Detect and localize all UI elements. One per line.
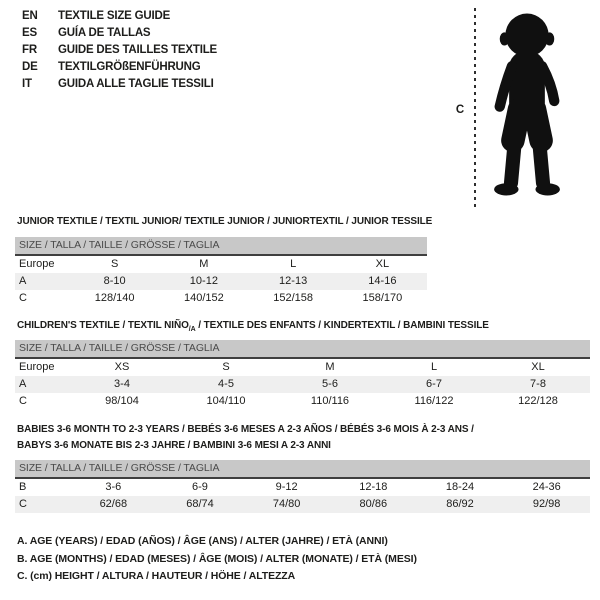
- babies-size-table: [15, 460, 590, 513]
- table-row: [15, 256, 427, 273]
- language-label: GUÍA DE TALLAS: [58, 26, 151, 39]
- language-row-fr: [22, 41, 217, 58]
- age-cell: 10-12: [189, 275, 218, 287]
- babies-title-line1: BABIES 3-6 MONTH TO 2-3 YEARS / BEBÉS 3-6 MESES A 2-3 AÑOS / BÉBÉS 3-6 MOIS À 2-3 ANS /: [17, 424, 474, 435]
- size-cell: L: [430, 361, 438, 373]
- height-cell: 110/116: [310, 395, 350, 407]
- table-row: [15, 496, 590, 513]
- height-cell: 116/122: [414, 395, 454, 407]
- height-measure-dotted-line: [474, 8, 476, 207]
- language-code: DE: [22, 61, 38, 74]
- size-cell: M: [325, 361, 335, 373]
- age-cell: 3-6: [105, 481, 122, 493]
- language-row-de: [22, 59, 217, 76]
- babies-table-title: [17, 422, 577, 454]
- height-cell: 122/128: [518, 395, 558, 407]
- row-label: C: [19, 498, 27, 510]
- size-cell: L: [290, 258, 297, 270]
- table-row: [15, 479, 590, 496]
- language-label: GUIDA ALLE TAGLIE TESSILI: [58, 78, 214, 91]
- age-cell: 6-7: [426, 378, 442, 390]
- language-code: FR: [22, 43, 37, 56]
- height-cell: 92/98: [532, 498, 561, 510]
- children-title-prefix: CHILDREN'S TEXTILE / TEXTIL NIÑO: [17, 320, 189, 331]
- baby-silhouette-icon: [480, 8, 574, 209]
- language-code: ES: [22, 26, 37, 39]
- row-label: C: [19, 395, 27, 407]
- size-header-bar: SIZE / TALLA / TAILLE / GRÖSSE / TAGLIA: [15, 340, 590, 359]
- height-measure-label: C: [455, 104, 465, 116]
- height-cell: 152/158: [273, 292, 313, 304]
- table-row: [15, 273, 427, 290]
- age-cell: 14-16: [368, 275, 397, 287]
- age-cell: 5-6: [322, 378, 338, 390]
- size-cell: XS: [114, 361, 130, 373]
- height-cell: 128/140: [94, 292, 135, 304]
- age-cell: 4-5: [218, 378, 234, 390]
- language-row-es: [22, 24, 217, 41]
- language-row-it: [22, 76, 217, 93]
- size-cell: XL: [531, 361, 545, 373]
- legend-notes: [17, 533, 417, 586]
- language-code: EN: [22, 9, 38, 22]
- language-code: IT: [22, 78, 32, 91]
- age-cell: 3-4: [114, 378, 130, 390]
- children-table-title: [17, 320, 489, 333]
- children-title-suffix: / TEXTILE DES ENFANTS / KINDERTEXTIL / BAMBINI TESSILE: [195, 320, 489, 331]
- height-cell: 158/170: [362, 292, 403, 304]
- age-cell: 18-24: [445, 481, 475, 493]
- note-age-years: A. AGE (YEARS) / EDAD (AÑOS) / ÂGE (ANS) / ALTER (JAHRE) / ETÀ (ANNI): [17, 535, 388, 547]
- size-cell: S: [222, 361, 230, 373]
- height-cell: 104/110: [206, 395, 246, 407]
- row-label: Europe: [19, 361, 55, 373]
- junior-table-title: JUNIOR TEXTILE / TEXTIL JUNIOR/ TEXTILE JUNIOR / JUNIORTEXTIL / JUNIOR TESSILE: [17, 216, 433, 227]
- age-cell: 24-36: [532, 481, 561, 493]
- height-cell: 86/92: [446, 498, 474, 510]
- size-cell: M: [199, 258, 209, 270]
- row-label: A: [19, 275, 27, 287]
- language-label: TEXTILGRÖßENFÜHRUNG: [58, 61, 201, 74]
- junior-size-table: [15, 237, 427, 307]
- size-header-bar: SIZE / TALLA / TAILLE / GRÖSSE / TAGLIA: [15, 460, 590, 479]
- row-label: B: [19, 481, 27, 493]
- note-age-months: B. AGE (MONTHS) / EDAD (MESES) / ÂGE (MOIS) / ALTER (MONATE) / ETÀ (MESI): [17, 552, 417, 565]
- language-title-block: [22, 7, 217, 93]
- row-label: C: [19, 292, 27, 304]
- note-height-cm: C. (cm) HEIGHT / ALTURA / HAUTEUR / HÖHE / ALTEZZA: [17, 570, 296, 582]
- row-label: A: [19, 378, 27, 390]
- babies-title-line2: BABYS 3-6 MONATE BIS 2-3 JAHRE / BAMBINI 3-6 MESI A 2-3 ANNI: [17, 440, 331, 451]
- height-cell: 98/104: [105, 395, 139, 407]
- height-cell: 80/86: [359, 498, 388, 510]
- height-cell: 62/68: [99, 498, 128, 510]
- size-header-bar: SIZE / TALLA / TAILLE / GRÖSSE / TAGLIA: [15, 237, 427, 256]
- height-cell: 74/80: [272, 498, 301, 510]
- table-row: [15, 393, 590, 410]
- height-cell: 140/152: [183, 292, 224, 304]
- age-cell: 7-8: [530, 378, 546, 390]
- children-size-table: [15, 340, 590, 410]
- language-row-en: [22, 7, 217, 24]
- language-label: GUIDE DES TAILLES TEXTILE: [58, 43, 217, 56]
- height-cell: 68/74: [186, 498, 214, 510]
- age-cell: 9-12: [275, 481, 298, 493]
- size-cell: XL: [375, 258, 390, 270]
- age-cell: 12-18: [359, 481, 388, 493]
- row-label: Europe: [19, 258, 55, 270]
- age-cell: 6-9: [192, 481, 208, 493]
- children-title-subscript: /A: [188, 326, 196, 333]
- language-label: TEXTILE SIZE GUIDE: [58, 9, 171, 22]
- table-row: [15, 359, 590, 376]
- size-cell: S: [110, 258, 119, 270]
- table-row: [15, 290, 427, 307]
- age-cell: 8-10: [103, 275, 126, 287]
- age-cell: 12-13: [279, 275, 308, 287]
- table-row: [15, 376, 590, 393]
